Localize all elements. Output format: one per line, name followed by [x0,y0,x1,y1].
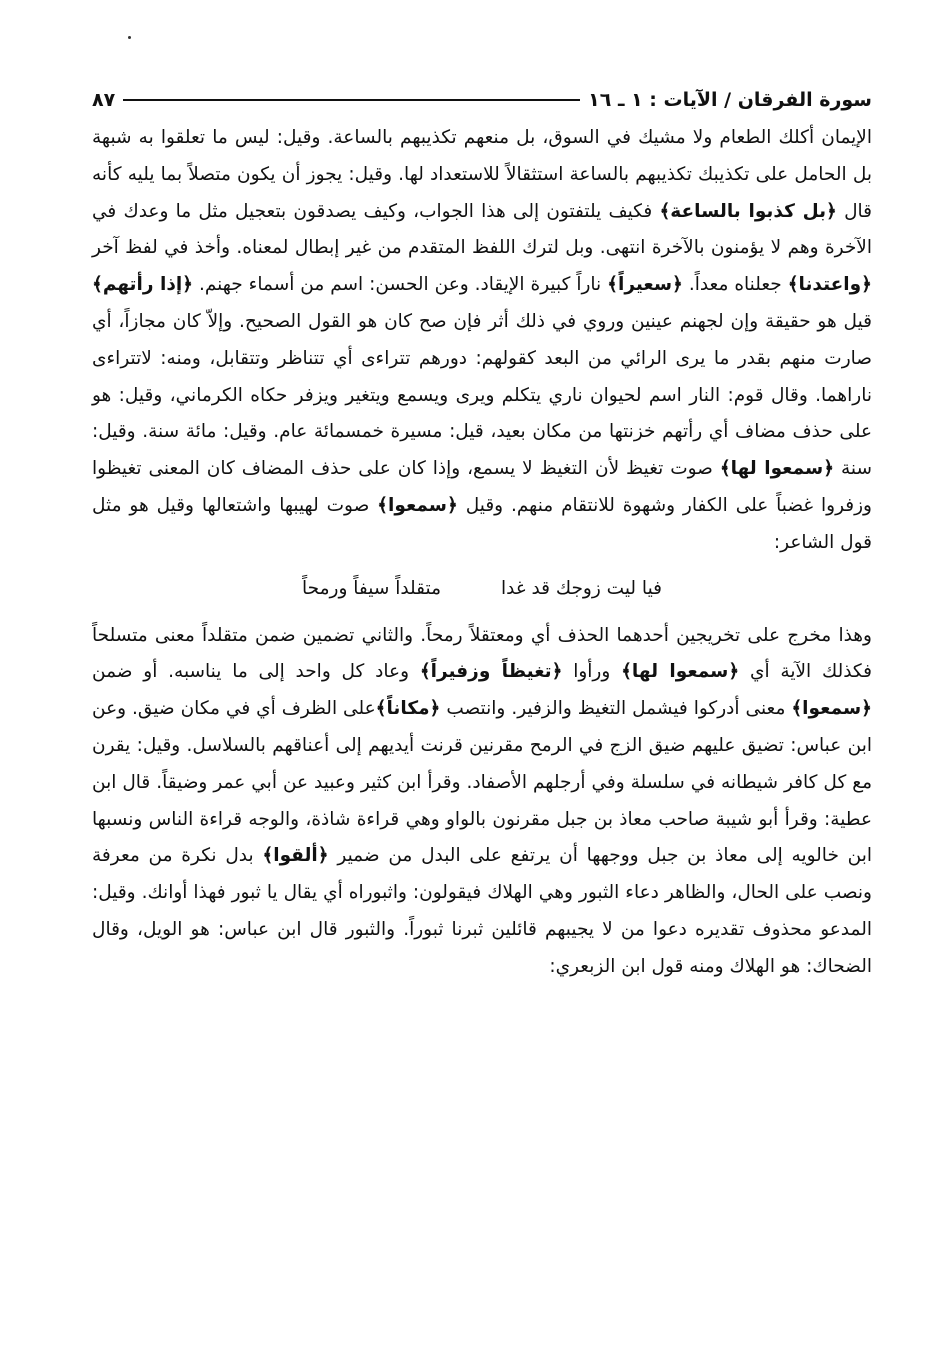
text-run: وعاد كل واحد إلى ما يناسبه. أو ضمن [92,661,420,683]
poetry-verse [92,562,872,618]
text-run: على الظرف أي في مكان ضيق. وعن ابن عباس: تضيق عليهم ضيق الزج في الرمح مقرنين قرنت أيديهم إلى أعناقهم بالسلاسل. وقيل: يقرن مع كل كافر شيطانه في سلسلة وفي أرجلهم الأصفاد. وقرأ ابن كثير وعبيد عن أبي عمر وضيقاً. قال ابن عطية: وقرأ أبو شيبة صاحب معاذ بن جبل مقرنون بالواو وهي قراءة شاذة، والوجه قراءة الناس ونسبها ابن خالويه إلى معاذ بن جبل ووجهها أن يرتفع على البدل من ضمير [92,698,873,867]
quran-quote: ﴿إذا رأتهم﴾ [92,274,194,296]
paragraph-1 [92,120,872,562]
page-header [92,80,872,120]
scan-speck [128,36,131,39]
header-rule [123,99,580,101]
quran-quote: ﴿سمعوا﴾ [791,698,873,720]
quran-quote: ﴿بل كذبوا بالساعة﴾ [659,200,837,222]
text-run: قيل هو حقيقة وإن لجهنم عينين وروي في ذلك أثر فإن صح كان هو القول الصحيح. وإلاّ كان مجازاً، أي صارت منهم بقدر ما يرى الرائي من البعد كقولهم: دورهم تتراءى أي تتناظر وتتقابل، ومنه: لاتتراءى ناراهما. وقال قوم: النار اسم لحيوان ناري يتكلم ويرى ويسمع ويتغير ويزفر حكاه الكرماني، وقيل: هو على حذف مضاف أي رأتهم خزنتها من مكان بعيد، قيل: مسيرة خمسمائة عام. وقيل: مائة سنة. وقيل: سنة [92,310,872,480]
text-run: صوت لهيبها واشتعالها وقيل هو مثل قول الشاعر: [92,494,872,553]
verse-hemistich-second: متقلداً سيفاً ورمحاً [302,578,442,600]
running-title: سورة الفرقان / الآيات : ١ ـ ١٦ [588,89,872,111]
verse-hemistich-first: فيا ليت زوجك قد غدا [501,578,662,600]
quran-quote: ﴿مكاناً﴾ [375,698,441,720]
quran-quote: ﴿واعتدنا﴾ [787,274,872,296]
page-number: ٨٧ [92,89,116,111]
quran-quote: ﴿سمعوا لها﴾ [719,458,835,480]
text-run: بدل نكرة من معرفة ونصب على الحال، والظاهر دعاء الثبور وهي الهلاك فيقولون: واثبوراه أي يقال يا ثبور فهذا أوانك. وقيل: المدعو محذوف تقديره دعوا من لا يجيبهم قائلين ثبرنا ثبوراً. والثبور قال ابن عباس: هو الويل، وقال الضحاك: هو الهلاك ومنه قول ابن الزبعري: [92,845,872,977]
text-run: صوت تغيظ لأن التغيظ لا يسمع، وإذا كان على حذف المضاف كان المعنى تغيظوا وزفروا غضباً على الكفار وشهوة للانتقام منهم. وقيل [92,458,872,516]
quran-quote: ﴿تغيظاً وزفيراً﴾ [419,661,563,683]
text-run: جعلناه معداً. [682,274,788,296]
text-run: معنى أدركوا فيشمل التغيظ والزفير. وانتصب [440,698,792,720]
text-run: ورأوا [562,661,622,683]
paragraph-2 [92,618,872,986]
book-page [92,80,872,986]
quran-quote: ﴿سمعوا﴾ [377,494,458,516]
text-run: فكيف يلتفتون إلى هذا الجواب، وكيف يصدقون بتعجيل مثل ما وعدك في الآخرة وهم لا يؤمنون بالآخرة انتهى. وبل لترك اللفظ المتقدم من غير إبطال لمعناه. وأخذ في لفظ آخر [92,200,872,259]
text-run: الإيمان أكلك الطعام ولا مشيك في السوق، بل منعهم تكذيبهم بالساعة. وقيل: ليس ما تعلقوا به شبهة بل الحامل على تكذيبك تكذيبهم بالساعة استثقالاً للاستعداد لها. وقيل: يجوز أن يكون متصلاً بما يليه كأنه قال [92,127,873,222]
quran-quote: ﴿ألقوا﴾ [262,845,329,867]
quran-quote: ﴿سعيراً﴾ [607,274,683,296]
quran-quote: ﴿سمعوا لها﴾ [621,661,740,683]
text-run: ناراً كبيرة الإيقاد. وعن الحسن: اسم من أسماء جهنم. [193,274,608,296]
text-run: وهذا مخرج على تخريجين أحدهما الحذف أي ومعتقلاً رمحاً. والثاني تضمين ضمن متقلداً معنى متسلحاً فكذلك الآية أي [92,624,872,683]
